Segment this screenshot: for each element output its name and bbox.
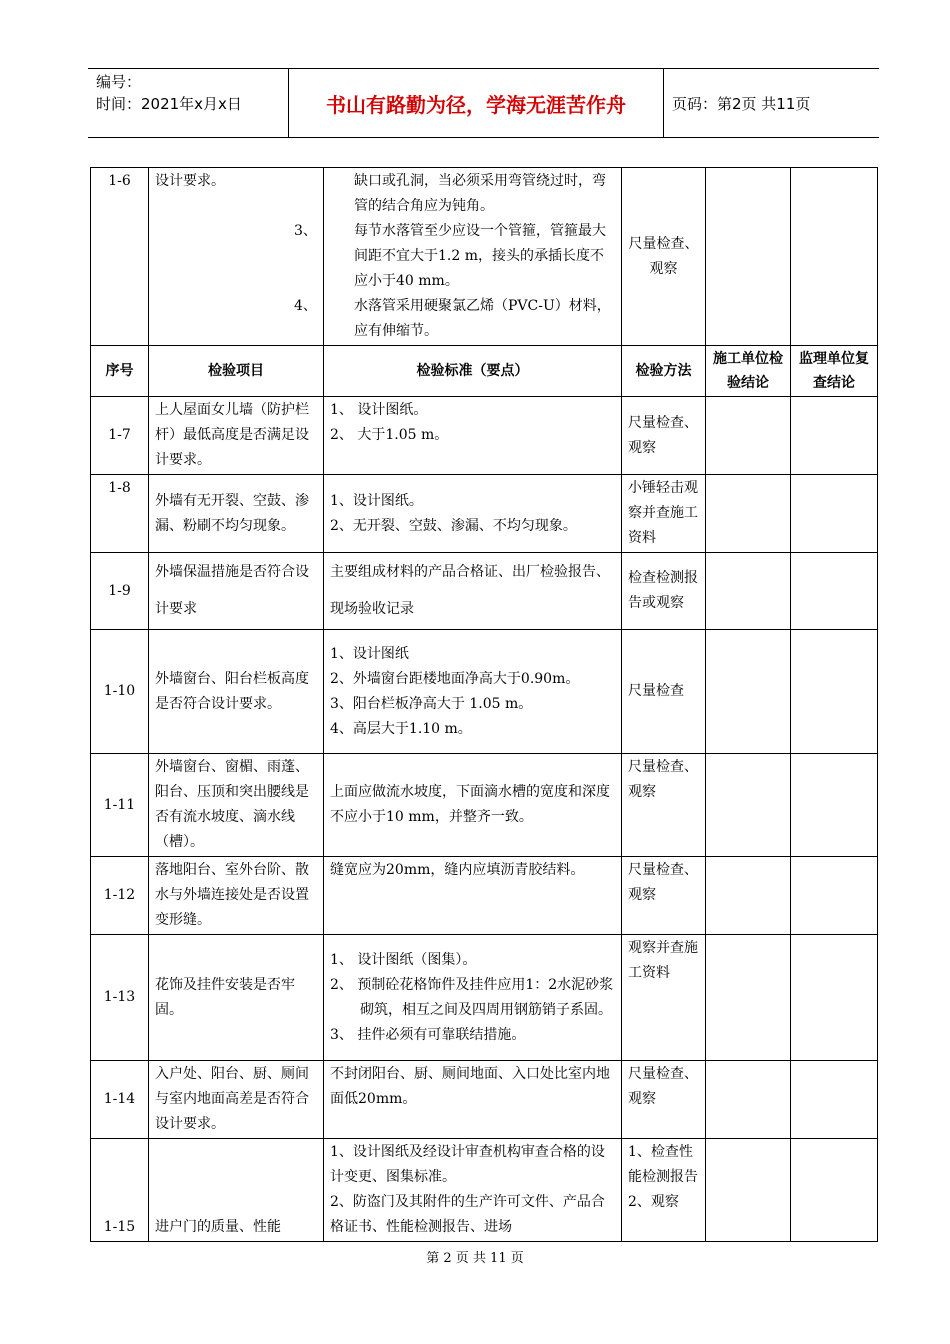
supervision-conclusion <box>791 397 878 475</box>
col-header-supervision: 监理单位复查结论 <box>791 346 878 397</box>
construction-conclusion <box>706 397 791 475</box>
row-method: 观察并查施工资料 <box>622 935 706 1061</box>
header-page-label: 页码：第2页 共11页 <box>672 94 811 113</box>
standard-line: 2、外墙窗台距楼地面净高大于0.90m。 <box>330 670 580 687</box>
row-number: 1-15 <box>91 1139 149 1242</box>
row-number: 1-7 <box>91 397 149 475</box>
row-item: 外墙窗台、阳台栏板高度是否符合设计要求。 <box>149 630 324 754</box>
page-header <box>88 68 879 138</box>
row-item: 落地阳台、室外台阶、散水与外墙连接处是否设置变形缝。 <box>149 857 324 935</box>
standard-line: 3、阳台栏板净高大于 1.05 m。 <box>330 695 533 712</box>
supervision-conclusion <box>791 935 878 1061</box>
col-header-item: 检验项目 <box>149 346 324 397</box>
row-standard <box>324 397 622 475</box>
standard-line: 2、 预制砼花格饰件及挂件应用1：2水泥砂浆砌筑，相互之间及四周用钢筋销子系固。 <box>330 976 614 1018</box>
row-method: 尺量检查、观察 <box>622 754 706 857</box>
supervision-conclusion <box>791 1139 878 1242</box>
construction-conclusion <box>706 857 791 935</box>
table-row <box>91 475 878 553</box>
supervision-conclusion <box>791 630 878 754</box>
table-header-row <box>91 346 878 397</box>
table-row <box>91 630 878 754</box>
header-motto: 书山有路勤为径，学海无涯苦作舟 <box>288 69 664 137</box>
row-standard: 缝宽应为20mm，缝内应填沥青胶结料。 <box>324 857 622 935</box>
row-item: 外墙窗台、窗楣、雨蓬、阳台、压顶和突出腰线是否有流水坡度、滴水线（槽）。 <box>149 754 324 857</box>
construction-conclusion <box>706 1061 791 1139</box>
standard-line: 1、 设计图纸。 <box>330 402 428 418</box>
supervision-conclusion <box>791 475 878 553</box>
row-standard <box>324 935 622 1061</box>
supervision-conclusion <box>791 168 878 346</box>
row-method: 尺量检查、观察 <box>622 168 706 346</box>
row-standard: 主要组成材料的产品合格证、出厂检验报告、现场验收记录 <box>324 553 622 630</box>
row-item: 外墙保温措施是否符合设计要求 <box>149 553 324 630</box>
header-meta <box>88 69 288 139</box>
standard-line: 4、 水落管采用硬聚氯乙烯（PVC-U）材料，应有伸缩节。 <box>330 294 615 344</box>
table-row <box>91 1061 878 1139</box>
code-label: 编号： <box>96 73 142 91</box>
table-row <box>91 553 878 630</box>
row-standard <box>324 630 622 754</box>
standard-line: 2、 大于1.05 m。 <box>330 427 449 443</box>
row-item: 上人屋面女儿墙（防护栏杆）最低高度是否满足设计要求。 <box>149 397 324 475</box>
standard-line: 1、设计图纸 <box>330 645 409 662</box>
construction-conclusion <box>706 475 791 553</box>
row-method: 尺量检查、观察 <box>622 1061 706 1139</box>
row-standard: 上面应做流水坡度，下面滴水槽的宽度和深度不应小于10 mm，并整齐一致。 <box>324 754 622 857</box>
construction-conclusion <box>706 754 791 857</box>
col-header-construction: 施工单位检验结论 <box>706 346 791 397</box>
standard-line: 4、高层大于1.10 m。 <box>330 720 472 737</box>
row-method: 尺量检查、观察 <box>622 397 706 475</box>
table-row <box>91 754 878 857</box>
row-number: 1-12 <box>91 857 149 935</box>
table-row <box>91 397 878 475</box>
row-number: 1-6 <box>91 168 149 346</box>
table-row <box>91 935 878 1061</box>
row-item: 设计要求。 <box>149 168 324 346</box>
col-header-standard: 检验标准（要点） <box>324 346 622 397</box>
table-row <box>91 168 878 346</box>
standard-line: 2、无开裂、空鼓、渗漏、不均匀现象。 <box>330 517 577 534</box>
row-method: 1、检查性能检测报告 2、观察 <box>622 1139 706 1242</box>
table-row <box>91 857 878 935</box>
row-method: 检查检测报告或观察 <box>622 553 706 630</box>
row-method: 尺量检查 <box>622 630 706 754</box>
construction-conclusion <box>706 553 791 630</box>
supervision-conclusion <box>791 1061 878 1139</box>
row-number: 1-11 <box>91 754 149 857</box>
row-number: 1-9 <box>91 553 149 630</box>
supervision-conclusion <box>791 553 878 630</box>
supervision-conclusion <box>791 857 878 935</box>
row-standard <box>324 475 622 553</box>
time-label: 时间：2021年x月x日 <box>96 95 242 113</box>
row-number: 1-14 <box>91 1061 149 1139</box>
standard-number: 4、 <box>294 298 317 314</box>
construction-conclusion <box>706 935 791 1061</box>
col-header-method: 检验方法 <box>622 346 706 397</box>
standard-line: 1、设计图纸。 <box>330 492 423 509</box>
standard-line: 2、防盗门及其附件的生产许可文件、产品合格证书、性能检测报告、进场 <box>330 1194 605 1235</box>
row-number: 1-8 <box>91 475 149 553</box>
row-item: 外墙有无开裂、空鼓、渗漏、粉刷不均匀现象。 <box>149 475 324 553</box>
row-item: 入户处、阳台、厨、厕间与室内地面高差是否符合设计要求。 <box>149 1061 324 1139</box>
standard-number: 3、 <box>294 223 317 239</box>
row-method: 尺量检查、观察 <box>622 857 706 935</box>
construction-conclusion <box>706 168 791 346</box>
standard-line: 缺口或孔洞，当必须采用弯管绕过时，弯管的结合角应为钝角。 <box>354 173 606 214</box>
standard-line: 1、设计图纸及经设计审查机构审查合格的设计变更、图集标准。 <box>330 1144 605 1185</box>
standard-line: 1、 设计图纸（图集）。 <box>330 951 477 968</box>
row-standard <box>324 1139 622 1242</box>
construction-conclusion <box>706 630 791 754</box>
col-header-no: 序号 <box>91 346 149 397</box>
row-method: 小锤轻击观察并查施工资料 <box>622 475 706 553</box>
construction-conclusion <box>706 1139 791 1242</box>
row-number: 1-10 <box>91 630 149 754</box>
inspection-table <box>90 167 878 1242</box>
table-row <box>91 1139 878 1242</box>
row-number: 1-13 <box>91 935 149 1061</box>
row-standard <box>294 168 622 346</box>
standard-line: 3、 挂件必须有可靠联结措施。 <box>330 1026 526 1043</box>
row-standard: 不封闭阳台、厨、厕间地面、入口处比室内地面低20mm。 <box>324 1061 622 1139</box>
standard-line: 3、 每节水落管至少应设一个管箍，管箍最大间距不宜大于1.2 m，接头的承插长度不应小于40 mm。 <box>330 219 615 294</box>
row-item: 花饰及挂件安装是否牢固。 <box>149 935 324 1061</box>
page-footer: 第 2 页 共 11 页 <box>426 1251 524 1266</box>
row-item: 进户门的质量、性能 <box>149 1139 324 1242</box>
supervision-conclusion <box>791 754 878 857</box>
